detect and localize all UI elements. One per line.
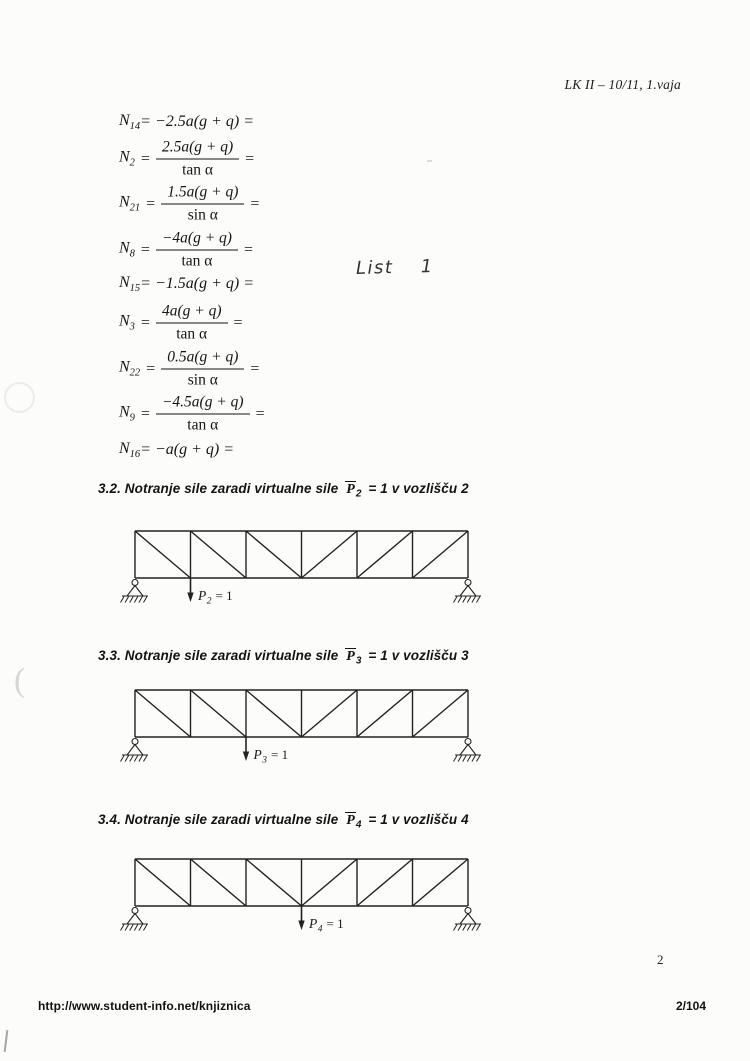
equation-lhs: $N_8$ <box>119 239 135 261</box>
scan-artifact-ring <box>4 382 35 413</box>
fraction: $\frac{0.5a(g + q)}{\text{sin α}}$ <box>161 349 244 390</box>
p-bar-symbol: $P_3$ <box>346 649 362 667</box>
equation-lhs: $N_{14}$ <box>119 111 141 133</box>
equation-lhs: $N_2$ <box>119 148 135 170</box>
p-bar-symbol: $P_2$ <box>346 482 362 500</box>
section-heading-3-3: 3.3. Notranje sile zaradi virtualne sile $P_3 = 1$ v vozlišču 3 <box>98 648 469 667</box>
footer-url: http://www.student-info.net/knjiznica <box>38 999 251 1013</box>
fraction: $\frac{-4a(g + q)}{\text{tan α}}$ <box>156 230 238 271</box>
header-course-reference: LK II – 10/11, 1.vaja <box>564 77 681 92</box>
equation-lhs: $N_{16}$ <box>119 439 141 461</box>
fraction: $\frac{2.5a(g + q)}{\text{tan α}}$ <box>156 139 239 180</box>
truss-diagram-p3 <box>100 686 540 772</box>
section-heading-3-4: 3.4. Notranje sile zaradi virtualne sile $P_4 = 1$ v vozlišču 4 <box>98 812 469 831</box>
support-icon <box>454 908 482 931</box>
equation-lhs: $N_3$ <box>119 312 135 334</box>
equation-n14: $N_{14}$ = −2.5a(g + q) = <box>119 111 255 133</box>
force-arrow <box>298 906 304 930</box>
scan-artifact-dot <box>427 160 432 162</box>
equation-n16: $N_{16}$ = −a(g + q) = <box>119 439 235 461</box>
truss-members <box>135 690 468 737</box>
equation-lhs: $N_{15}$ <box>119 273 141 295</box>
page-number: 2 <box>657 952 664 967</box>
fraction: $\frac{-4.5a(g + q)}{\text{tan α}}$ <box>156 394 250 435</box>
scan-artifact-stroke <box>4 1030 9 1052</box>
equation-n2: $N_2$ = $\frac{2.5a(g + q)}{\text{tan α}}$ = <box>119 138 255 179</box>
equation-n3: $N_3$ = $\frac{4a(g + q)}{\text{tan α}}$ = <box>119 302 243 343</box>
equation-n8: $N_8$ = $\frac{-4a(g + q)}{\text{tan α}}$ = <box>119 229 253 270</box>
fraction: $\frac{1.5a(g + q)}{\text{sin α}}$ <box>161 184 244 225</box>
equation-lhs: $N_9$ <box>119 403 135 425</box>
truss-members <box>135 859 468 906</box>
truss-members <box>135 531 468 578</box>
support-icon <box>454 739 482 762</box>
equation-n15: $N_{15}$ = −1.5a(g + q) = <box>119 273 255 295</box>
force-label-p4: $P_4 = 1$ <box>309 916 344 935</box>
force-label-p2: $P_2 = 1$ <box>198 588 233 607</box>
equation-n21: $N_{21}$ = $\frac{1.5a(g + q)}{\text{sin α}}$ = <box>119 183 260 224</box>
scan-artifact-paren: ( <box>14 662 26 699</box>
force-arrow <box>187 578 193 602</box>
fraction: $\frac{4a(g + q)}{\text{tan α}}$ <box>156 303 228 344</box>
support-icon <box>121 739 149 762</box>
force-arrow <box>243 737 249 761</box>
support-icon <box>454 580 482 603</box>
section-heading-3-2: 3.2. Notranje sile zaradi virtualne sile $P_2 = 1$ v vozlišču 2 <box>98 481 469 500</box>
footer-page-indicator: 2/104 <box>675 999 706 1013</box>
force-label-p3: $P_3 = 1$ <box>253 747 289 766</box>
equation-lhs: $N_{22}$ <box>119 358 141 380</box>
truss-diagram-p2 <box>100 527 540 613</box>
truss-diagram-p4 <box>100 855 540 941</box>
equation-n9: $N_9$ = $\frac{-4.5a(g + q)}{\text{tan α}}$ = <box>119 393 265 434</box>
equation-lhs: $N_{21}$ <box>119 193 141 215</box>
equation-n22: $N_{22}$ = $\frac{0.5a(g + q)}{\text{sin α}}$ = <box>119 348 260 389</box>
support-icon <box>121 580 149 603</box>
p-bar-symbol: $P_4$ <box>346 813 362 831</box>
support-icon <box>121 908 149 931</box>
handwritten-note: List 1 <box>355 255 434 280</box>
